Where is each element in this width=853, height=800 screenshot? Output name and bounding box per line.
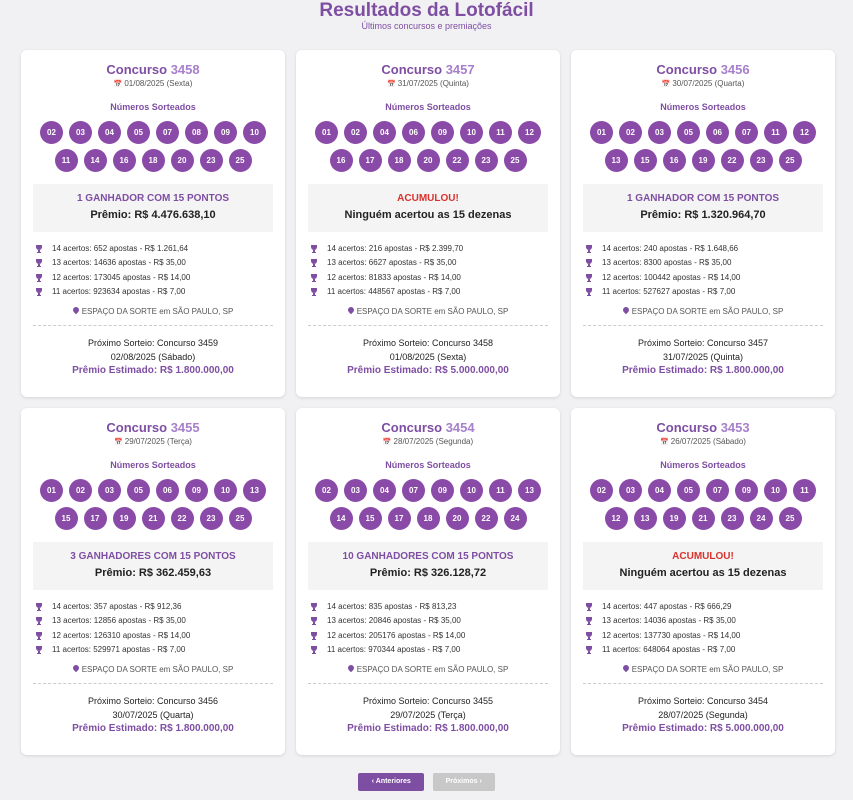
prize-tier-row [35,600,285,614]
prize-tier-row [310,600,560,614]
drawn-number-ball: 25 [779,149,802,172]
drawn-number-ball: 16 [330,149,353,172]
drawn-number-ball: 19 [113,507,136,530]
next-draw-contest: Próximo Sorteio: Concurso 3459 [87,338,219,349]
prize-tier-text: 11 acertos: 527627 apostas - R$ 7,00 [602,286,736,296]
contest-date [21,79,285,90]
prize-tier-row [35,614,285,628]
result-title: 10 GANHADORES COM 15 PONTOS [342,551,514,562]
contest-number: 3455 [170,420,200,435]
drawn-number-ball: 11 [793,479,816,502]
contest-title [571,63,835,77]
trophy-icon [35,646,43,654]
contest-label: Concurso [656,62,718,77]
result-title: 1 GANHADOR COM 15 PONTOS [76,193,230,204]
drawn-number-ball: 07 [735,121,758,144]
next-draw [296,336,560,378]
drawn-number-ball: 09 [185,479,208,502]
prize-tier-text: 11 acertos: 648064 apostas - R$ 7,00 [602,644,736,654]
prize-tier-text: 11 acertos: 923634 apostas - R$ 7,00 [52,286,186,296]
drawn-number-ball: 23 [200,507,223,530]
drawn-number-ball: 05 [677,121,700,144]
drawn-number-ball: 03 [69,121,92,144]
contest-date-text: 01/08/2025 (Sexta) [124,79,193,88]
prize-tier-text: 14 acertos: 216 apostas - R$ 2.399,70 [327,244,464,253]
drawn-number-ball: 24 [504,507,527,530]
result-box [583,542,823,590]
drawn-number-ball: 12 [605,507,628,530]
next-draw-contest: Próximo Sorteio: Concurso 3457 [637,338,769,349]
prize-tier-text: 12 acertos: 126310 apostas - R$ 14,00 [52,630,191,640]
prize-tier-text: 12 acertos: 137730 apostas - R$ 14,00 [602,630,741,640]
drawn-number-ball: 23 [475,149,498,172]
contest-card [296,408,560,755]
prize-tier-row [35,643,285,657]
map-pin-icon [623,307,629,315]
trophy-icon [35,245,43,253]
prize-tier-text: 12 acertos: 205176 apostas - R$ 14,00 [327,630,466,640]
winner-location-text: ESPAÇO DA SORTE em SÃO PAULO, SP [81,307,234,317]
contest-date [571,437,835,448]
result-box [308,542,548,590]
divider [583,683,823,684]
drawn-number-ball: 05 [127,479,150,502]
page-subtitle: Últimos concursos e premiações [361,21,492,31]
contest-title [296,421,560,435]
calendar-icon: 📅 [387,81,396,88]
contest-card [296,50,560,397]
prize-tier-text: 11 acertos: 448567 apostas - R$ 7,00 [327,286,461,296]
map-pin-icon [73,307,79,315]
next-draw-date: 29/07/2025 (Terça) [390,710,466,721]
previous-label: Anteriores [375,778,411,785]
result-box [308,184,548,232]
trophy-icon [310,288,318,296]
prize-tiers [310,242,560,299]
trophy-icon [310,274,318,282]
drawn-number-ball: 22 [475,507,498,530]
trophy-icon [310,646,318,654]
contest-label: Concurso [106,420,168,435]
drawn-number-ball: 04 [98,121,121,144]
drawn-number-ball: 17 [388,507,411,530]
prize-tier-row [585,271,835,285]
drawn-number-ball: 04 [373,121,396,144]
drawn-number-ball: 19 [663,507,686,530]
map-pin-icon [623,665,629,673]
result-title: 3 GANHADORES COM 15 PONTOS [70,551,236,562]
chevron-right-icon: › [479,778,482,785]
drawn-number-ball: 23 [750,149,773,172]
next-draw [21,694,285,736]
prize-tier-text: 12 acertos: 173045 apostas - R$ 14,00 [52,272,191,282]
trophy-icon [585,632,593,640]
drawn-number-ball: 12 [793,121,816,144]
winner-location [296,307,560,317]
result-title: ACUMULOU! [672,551,734,562]
drawn-number-ball: 25 [229,149,252,172]
contest-date-text: 31/07/2025 (Quinta) [397,79,469,88]
drawn-numbers-heading: Números Sorteados [660,460,746,470]
prize-tier-row [35,629,285,643]
drawn-number-ball: 13 [518,479,541,502]
drawn-number-ball: 25 [779,507,802,530]
result-prize: Prêmio: R$ 326.128,72 [369,567,487,579]
contest-card [21,408,285,755]
drawn-number-ball: 01 [315,121,338,144]
next-draw-date: 30/07/2025 (Quarta) [112,710,194,721]
contest-card [571,50,835,397]
next-draw-estimated-prize: Prêmio Estimado: R$ 1.800.000,00 [72,365,234,377]
prize-tier-text: 14 acertos: 240 apostas - R$ 1.648,66 [602,244,739,253]
drawn-number-ball: 18 [417,507,440,530]
contest-date-text: 28/07/2025 (Segunda) [393,437,474,446]
drawn-number-ball: 10 [460,121,483,144]
trophy-icon [585,646,593,654]
drawn-number-ball: 25 [229,507,252,530]
contest-number: 3458 [170,62,200,77]
calendar-icon: 📅 [113,81,123,88]
drawn-number-ball: 03 [648,121,671,144]
drawn-number-ball: 22 [446,149,469,172]
next-draw-contest: Próximo Sorteio: Concurso 3458 [362,338,494,349]
prize-tier-row [310,629,560,643]
drawn-number-ball: 07 [156,121,179,144]
drawn-number-ball: 25 [504,149,527,172]
next-draw-estimated-prize: Prêmio Estimado: R$ 5.000.000,00 [622,723,784,735]
contest-label: Concurso [106,62,168,77]
drawn-number-ball: 11 [489,479,512,502]
drawn-numbers [313,479,543,530]
next-draw-date: 02/08/2025 (Sábado) [110,352,196,363]
trophy-icon [585,274,593,282]
contest-number: 3457 [445,62,475,77]
winner-location-text: ESPAÇO DA SORTE em SÃO PAULO, SP [631,665,784,675]
drawn-numbers [38,479,268,530]
prize-tier-row [310,271,560,285]
page-title: Resultados da Lotofácil [319,0,534,21]
drawn-number-ball: 20 [446,507,469,530]
drawn-number-ball: 02 [619,121,642,144]
contest-number: 3453 [720,420,750,435]
drawn-number-ball: 14 [84,149,107,172]
drawn-number-ball: 03 [619,479,642,502]
prize-tiers [35,242,285,299]
next-draw-contest: Próximo Sorteio: Concurso 3455 [362,696,494,707]
drawn-number-ball: 01 [40,479,63,502]
trophy-icon [310,632,318,640]
prize-tier-text: 13 acertos: 14636 apostas - R$ 35,00 [52,258,186,268]
trophy-icon [585,259,593,267]
prize-tiers [310,600,560,657]
contest-label: Concurso [381,420,443,435]
drawn-number-ball: 06 [156,479,179,502]
drawn-number-ball: 08 [185,121,208,144]
contest-number: 3456 [720,62,750,77]
page-header [0,0,853,48]
drawn-number-ball: 05 [127,121,150,144]
prize-tier-row [310,614,560,628]
prize-tier-text: 11 acertos: 529971 apostas - R$ 7,00 [52,644,186,654]
winner-location [571,307,835,317]
drawn-number-ball: 18 [142,149,165,172]
calendar-icon: 📅 [114,439,123,446]
map-pin-icon [348,307,354,315]
prize-tier-row [585,600,835,614]
drawn-number-ball: 02 [40,121,63,144]
drawn-number-ball: 11 [489,121,512,144]
prize-tier-text: 14 acertos: 447 apostas - R$ 666,29 [602,602,732,611]
drawn-number-ball: 23 [200,149,223,172]
trophy-icon [585,245,593,253]
drawn-number-ball: 10 [460,479,483,502]
next-draw [296,694,560,736]
prize-tier-text: 13 acertos: 6627 apostas - R$ 35,00 [327,258,457,268]
trophy-icon [35,259,43,267]
drawn-numbers-heading: Números Sorteados [110,460,196,470]
drawn-number-ball: 13 [243,479,266,502]
winner-location-text: ESPAÇO DA SORTE em SÃO PAULO, SP [81,665,234,675]
prize-tiers [35,600,285,657]
drawn-number-ball: 17 [84,507,107,530]
drawn-number-ball: 09 [214,121,237,144]
contest-number: 3454 [445,420,475,435]
contest-date-text: 29/07/2025 (Terça) [124,437,192,446]
divider [308,325,548,326]
prize-tier-row [585,256,835,270]
prize-tier-row [310,285,560,299]
trophy-icon [585,603,593,611]
previous-button[interactable] [358,773,424,791]
drawn-number-ball: 17 [359,149,382,172]
contest-card [21,50,285,397]
trophy-icon [310,617,318,625]
drawn-numbers [38,121,268,172]
drawn-number-ball: 09 [431,121,454,144]
prize-tier-row [310,242,560,256]
result-box [33,542,273,590]
drawn-number-ball: 19 [692,149,715,172]
next-draw [571,694,835,736]
next-draw-date: 01/08/2025 (Sexta) [389,352,467,363]
drawn-number-ball: 02 [344,121,367,144]
drawn-number-ball: 01 [590,121,613,144]
chevron-left-icon: ‹ [371,778,375,785]
prize-tier-row [585,614,835,628]
drawn-number-ball: 02 [315,479,338,502]
trophy-icon [35,274,43,282]
next-draw-estimated-prize: Prêmio Estimado: R$ 5.000.000,00 [347,365,509,377]
prize-tier-row [585,285,835,299]
prize-tier-row [310,256,560,270]
winner-location [571,665,835,675]
drawn-number-ball: 11 [764,121,787,144]
next-draw [21,336,285,378]
prize-tier-text: 11 acertos: 970344 apostas - R$ 7,00 [327,644,461,654]
drawn-number-ball: 20 [417,149,440,172]
winner-location-text: ESPAÇO DA SORTE em SÃO PAULO, SP [356,665,509,675]
contest-label: Concurso [381,62,443,77]
next-draw-contest: Próximo Sorteio: Concurso 3454 [637,696,769,707]
map-pin-icon [73,665,79,673]
prize-tier-text: 13 acertos: 12856 apostas - R$ 35,00 [52,616,186,626]
prize-tiers [585,242,835,299]
drawn-number-ball: 14 [330,507,353,530]
contest-date-text: 30/07/2025 (Quarta) [672,79,745,88]
prize-tier-text: 14 acertos: 835 apostas - R$ 813,23 [327,602,457,611]
next-draw-estimated-prize: Prêmio Estimado: R$ 1.800.000,00 [347,723,509,735]
trophy-icon [35,617,43,625]
pagination [0,773,853,791]
calendar-icon: 📅 [382,439,392,446]
drawn-numbers-heading: Números Sorteados [660,102,746,112]
winner-location-text: ESPAÇO DA SORTE em SÃO PAULO, SP [631,307,784,317]
drawn-number-ball: 20 [171,149,194,172]
next-button[interactable] [433,773,495,791]
drawn-number-ball: 05 [677,479,700,502]
drawn-number-ball: 07 [706,479,729,502]
prize-tier-text: 12 acertos: 100442 apostas - R$ 14,00 [602,272,741,282]
next-draw-estimated-prize: Prêmio Estimado: R$ 1.800.000,00 [622,365,784,377]
drawn-number-ball: 18 [388,149,411,172]
drawn-number-ball: 15 [634,149,657,172]
result-prize: Prêmio: R$ 362.459,63 [94,567,212,579]
result-prize: Prêmio: R$ 4.476.638,10 [90,209,216,221]
result-box [33,184,273,232]
result-title: ACUMULOU! [397,193,459,204]
contest-date [571,79,835,90]
contest-date [296,79,560,90]
drawn-number-ball: 23 [721,507,744,530]
contest-title [296,63,560,77]
drawn-number-ball: 21 [142,507,165,530]
drawn-number-ball: 11 [55,149,78,172]
prize-tier-row [585,643,835,657]
divider [583,325,823,326]
drawn-number-ball: 15 [359,507,382,530]
next-draw-date: 31/07/2025 (Quinta) [662,352,744,363]
prize-tier-text: 14 acertos: 357 apostas - R$ 912,36 [52,602,182,611]
drawn-numbers [588,121,818,172]
drawn-number-ball: 03 [344,479,367,502]
drawn-number-ball: 13 [634,507,657,530]
drawn-number-ball: 02 [590,479,613,502]
drawn-number-ball: 03 [98,479,121,502]
prize-tier-text: 13 acertos: 20846 apostas - R$ 35,00 [327,616,461,626]
winner-location-text: ESPAÇO DA SORTE em SÃO PAULO, SP [356,307,509,317]
prize-tier-row [585,242,835,256]
map-pin-icon [348,665,354,673]
next-draw-estimated-prize: Prêmio Estimado: R$ 1.800.000,00 [72,723,234,735]
winner-location [21,307,285,317]
contest-date [296,437,560,448]
contest-title [21,421,285,435]
next-draw-contest: Próximo Sorteio: Concurso 3456 [87,696,219,707]
next-label: Próximos [445,778,478,785]
drawn-numbers [313,121,543,172]
drawn-number-ball: 24 [750,507,773,530]
divider [33,325,273,326]
drawn-numbers-heading: Números Sorteados [385,460,471,470]
drawn-number-ball: 10 [764,479,787,502]
drawn-numbers-heading: Números Sorteados [110,102,196,112]
drawn-numbers [588,479,818,530]
drawn-number-ball: 10 [214,479,237,502]
calendar-icon: 📅 [660,439,669,446]
contest-label: Concurso [656,420,718,435]
drawn-number-ball: 06 [402,121,425,144]
result-prize: Ninguém acertou as 15 dezenas [344,209,512,221]
drawn-number-ball: 15 [55,507,78,530]
prize-tier-text: 13 acertos: 8300 apostas - R$ 35,00 [602,258,732,268]
prize-tier-row [35,285,285,299]
next-draw-date: 28/07/2025 (Segunda) [658,710,748,721]
drawn-numbers-heading: Números Sorteados [385,102,471,112]
drawn-number-ball: 09 [735,479,758,502]
contest-date [21,437,285,448]
calendar-icon: 📅 [661,81,671,88]
contest-card [571,408,835,755]
drawn-number-ball: 10 [243,121,266,144]
prize-tiers [585,600,835,657]
trophy-icon [310,603,318,611]
drawn-number-ball: 02 [69,479,92,502]
result-prize: Prêmio: R$ 1.320.964,70 [640,209,766,221]
drawn-number-ball: 16 [663,149,686,172]
trophy-icon [310,259,318,267]
prize-tier-row [35,242,285,256]
drawn-number-ball: 21 [692,507,715,530]
contest-title [571,421,835,435]
result-title: 1 GANHADOR COM 15 PONTOS [626,193,780,204]
drawn-number-ball: 04 [648,479,671,502]
trophy-icon [585,617,593,625]
winner-location [21,665,285,675]
prize-tier-row [310,643,560,657]
drawn-number-ball: 12 [518,121,541,144]
result-prize: Ninguém acertou as 15 dezenas [619,567,787,579]
trophy-icon [35,632,43,640]
contest-date-text: 26/07/2025 (Sábado) [670,437,746,446]
drawn-number-ball: 04 [373,479,396,502]
drawn-number-ball: 22 [721,149,744,172]
drawn-number-ball: 13 [605,149,628,172]
prize-tier-text: 12 acertos: 81833 apostas - R$ 14,00 [327,272,461,282]
divider [308,683,548,684]
trophy-icon [310,245,318,253]
drawn-number-ball: 07 [402,479,425,502]
trophy-icon [35,603,43,611]
prize-tier-row [35,256,285,270]
drawn-number-ball: 06 [706,121,729,144]
prize-tier-row [585,629,835,643]
contest-title [21,63,285,77]
drawn-number-ball: 09 [431,479,454,502]
drawn-number-ball: 16 [113,149,136,172]
result-box [583,184,823,232]
trophy-icon [35,288,43,296]
winner-location [296,665,560,675]
trophy-icon [585,288,593,296]
divider [33,683,273,684]
prize-tier-text: 14 acertos: 652 apostas - R$ 1.261,64 [52,244,189,253]
drawn-number-ball: 22 [171,507,194,530]
next-draw [571,336,835,378]
prize-tier-row [35,271,285,285]
prize-tier-text: 13 acertos: 14036 apostas - R$ 35,00 [602,616,736,626]
